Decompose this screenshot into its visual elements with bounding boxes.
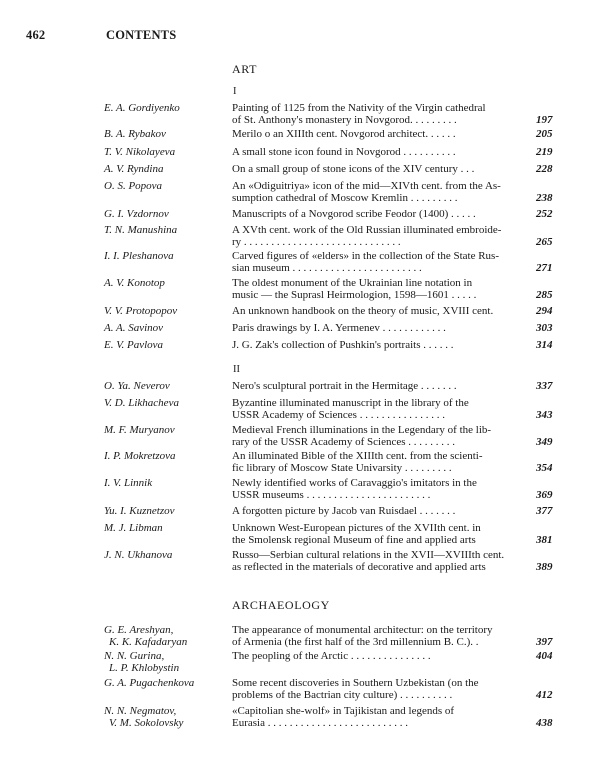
toc-entry-page-number: 303 (536, 322, 553, 334)
toc-entry-author (104, 224, 228, 236)
toc-entry-author (104, 450, 228, 462)
toc-entry-title (232, 549, 532, 573)
toc-entry-title (232, 424, 532, 448)
toc-entry-author (104, 522, 228, 534)
toc-entry-title (232, 450, 532, 474)
toc-entry-page-number: 314 (536, 339, 553, 351)
title-line: The appearance of monumental architectur: on the territory (232, 624, 493, 636)
toc-entry-title (232, 102, 532, 126)
toc-entry-author (104, 163, 228, 175)
author-line: V. V. Protopopov (104, 305, 178, 317)
author-line: I. V. Linnik (104, 477, 153, 489)
title-line: fic library of Moscow State Univarsity . . . . . . . . . (232, 462, 452, 474)
title-line: J. G. Zak's collection of Pushkin's portraits . . . . . . (232, 339, 454, 351)
toc-entry-page-number: 265 (536, 236, 553, 248)
toc-entry-author (104, 305, 228, 317)
author-line: A. A. Savinov (104, 322, 164, 334)
toc-entry-author (104, 549, 228, 561)
author-line: K. K. Kafadaryan (109, 636, 188, 648)
section-heading-archaeology: ARCHAEOLOGY (232, 598, 330, 612)
title-line: the Smolensk regional Museum of fine and applied arts (232, 534, 476, 546)
author-line: G. E. Areshyan, (104, 624, 174, 636)
title-line: A small stone icon found in Novgorod . . . . . . . . . . (232, 146, 456, 158)
toc-entry-author (104, 208, 228, 220)
title-line: On a small group of stone icons of the XIV century . . . (232, 163, 475, 175)
toc-entry-title (232, 305, 532, 317)
author-line: J. N. Ukhanova (104, 549, 173, 561)
title-line: An illuminated Bible of the XIIIth cent. from the scienti- (232, 450, 483, 462)
author-line: T. V. Nikolayeva (104, 146, 176, 158)
title-line: ry . . . . . . . . . . . . . . . . . . . . . . . . . . . . . (232, 236, 401, 248)
toc-entry-page-number: 389 (536, 561, 553, 573)
title-line: sian museum . . . . . . . . . . . . . . . . . . . . . . . . (232, 262, 422, 274)
author-line: G. I. Vzdornov (104, 208, 169, 220)
title-line: «Capitolian she-wolf» in Tajikistan and legends of (232, 705, 455, 717)
toc-entry-page-number: 219 (536, 146, 553, 158)
title-line: Medieval French illuminations in the Legendary of the lib- (232, 424, 492, 436)
title-line: music — the Suprasl Heirmologion, 1598—1601 . . . . . (232, 289, 477, 301)
author-line: O. Ya. Neverov (104, 380, 170, 392)
toc-entry-page-number: 205 (536, 128, 553, 140)
author-line: A. V. Konotop (104, 277, 165, 289)
toc-entry-author (104, 677, 228, 689)
toc-entry-title (232, 477, 532, 501)
author-line: N. N. Negmatov, (104, 705, 177, 717)
toc-entry-title (232, 163, 532, 175)
title-line: USSR Academy of Sciences . . . . . . . . . . . . . . . . (232, 409, 445, 421)
toc-entry-author (104, 624, 228, 648)
header-title: CONTENTS (106, 28, 177, 42)
author-line: T. N. Manushina (104, 224, 178, 236)
author-line: B. A. Rybakov (104, 128, 166, 140)
title-line: An unknown handbook on the theory of music, XVIII cent. (232, 305, 494, 317)
toc-entry-author (104, 650, 228, 674)
toc-entry-title (232, 250, 532, 274)
toc-entry-author (104, 397, 228, 409)
title-line: problems of the Bactrian city culture) . . . . . . . . . . (232, 689, 453, 701)
toc-entry-page-number: 377 (536, 505, 553, 517)
toc-entry-page-number: 404 (536, 650, 553, 662)
toc-entry-page-number: 285 (536, 289, 553, 301)
title-line: sumption cathedral of Moscow Kremlin . . . . . . . . . (232, 192, 458, 204)
author-line: Yu. I. Kuznetzov (104, 505, 175, 517)
toc-entry-page-number: 343 (536, 409, 553, 421)
toc-entry-title (232, 650, 532, 662)
running-header (26, 28, 176, 43)
author-line: E. V. Pavlova (104, 339, 164, 351)
toc-entry-author (104, 322, 228, 334)
toc-entry-title (232, 224, 532, 248)
toc-entry-title (232, 397, 532, 421)
toc-entry-title (232, 705, 532, 729)
title-line: Some recent discoveries in Southern Uzbekistan (on the (232, 677, 479, 689)
title-line: of Armenia (the first half of the 3rd millennium B. C.). . (232, 636, 479, 648)
author-line: V. D. Likhacheva (104, 397, 179, 409)
toc-entry-page-number: 397 (536, 636, 553, 648)
title-line: The oldest monument of the Ukrainian line notation in (232, 277, 473, 289)
author-line: A. V. Ryndina (104, 163, 164, 175)
title-line: USSR museums . . . . . . . . . . . . . . . . . . . . . . . (232, 489, 431, 501)
toc-entry-author (104, 424, 228, 436)
toc-entry-page-number: 438 (536, 717, 553, 729)
title-line: Byzantine illuminated manuscript in the library of the (232, 397, 469, 409)
toc-entry-author (104, 505, 228, 517)
title-line: Russo—Serbian cultural relations in the XVII—XVIIIth cent. (232, 549, 505, 561)
title-line: Unknown West-European pictures of the XVIIth cent. in (232, 522, 481, 534)
toc-entry-title (232, 522, 532, 546)
author-line: M. J. Libman (104, 522, 163, 534)
toc-entry-page-number: 228 (536, 163, 553, 175)
toc-entry-title (232, 505, 532, 517)
toc-entry-author (104, 250, 228, 262)
author-line: O. S. Popova (104, 180, 163, 192)
toc-entry-author (104, 128, 228, 140)
toc-entry-author (104, 705, 228, 729)
toc-entry-author (104, 380, 228, 392)
title-line: Carved figures of «elders» in the collection of the State Rus- (232, 250, 499, 262)
title-line: of St. Anthony's monastery in Novgorod. . . . . . . . . (232, 114, 457, 126)
toc-entry-page-number: 354 (536, 462, 553, 474)
toc-entry-author (104, 339, 228, 351)
title-line: A XVth cent. work of the Old Russian illuminated embroide- (232, 224, 502, 236)
toc-entry-page-number: 349 (536, 436, 553, 448)
toc-entry-page-number: 252 (536, 208, 553, 220)
part-label-1: I (233, 86, 237, 97)
title-line: Merilo o an XIIIth cent. Novgorod architect. . . . . . (232, 128, 456, 140)
toc-entry-author (104, 277, 228, 289)
title-line: rary of the USSR Academy of Sciences . . . . . . . . . (232, 436, 456, 448)
toc-entry-author (104, 102, 228, 114)
title-line: The peopling of the Arctic . . . . . . . . . . . . . . . (232, 650, 431, 662)
title-line: Eurasia . . . . . . . . . . . . . . . . . . . . . . . . . . (232, 717, 408, 729)
toc-entry-page-number: 369 (536, 489, 553, 501)
toc-entry-page-number: 294 (536, 305, 553, 317)
toc-entry-title (232, 128, 532, 140)
toc-entry-title (232, 677, 532, 701)
toc-entry-author (104, 477, 228, 489)
author-line: I. I. Pleshanova (104, 250, 174, 262)
toc-entry-page-number: 197 (536, 114, 553, 126)
toc-entry-title (232, 146, 532, 158)
section-heading-art: ART (232, 62, 258, 76)
title-line: An «Odiguitriya» icon of the mid—XIVth cent. from the As- (232, 180, 501, 192)
toc-entry-author (104, 146, 228, 158)
title-line: A forgotten picture by Jacob van Ruisdael . . . . . . . (232, 505, 456, 517)
title-line: Newly identified works of Caravaggio's imitators in the (232, 477, 477, 489)
toc-entry-title (232, 624, 532, 648)
author-line: E. A. Gordiyenko (104, 102, 180, 114)
toc-entry-title (232, 277, 532, 301)
toc-entry-author (104, 180, 228, 192)
title-line: Nero's sculptural portrait in the Hermitage . . . . . . . (232, 380, 457, 392)
author-line: M. F. Muryanov (104, 424, 175, 436)
toc-entry-page-number: 337 (536, 380, 553, 392)
page-number: 462 (26, 28, 46, 42)
part-label-2: II (233, 364, 240, 375)
title-line: as reflected in the materials of decorative and applied arts (232, 561, 486, 573)
toc-entry-title (232, 380, 532, 392)
toc-entry-title (232, 208, 532, 220)
toc-entry-page-number: 238 (536, 192, 553, 204)
author-line: L. P. Khlobystin (109, 662, 180, 674)
toc-entry-page-number: 271 (536, 262, 553, 274)
toc-entry-title (232, 339, 532, 351)
toc-entry-title (232, 322, 532, 334)
toc-entry-title (232, 180, 532, 204)
toc-entry-page-number: 412 (536, 689, 553, 701)
author-line: I. P. Mokretzova (104, 450, 176, 462)
author-line: V. M. Sokolovsky (109, 717, 184, 729)
toc-entry-page-number: 381 (536, 534, 553, 546)
author-line: N. N. Gurina, (104, 650, 165, 662)
title-line: Manuscripts of a Novgorod scribe Feodor (1400) . . . . . (232, 208, 476, 220)
title-line: Paris drawings by I. A. Yermenev . . . . . . . . . . . . (232, 322, 446, 334)
title-line: Painting of 1125 from the Nativity of the Virgin cathedral (232, 102, 486, 114)
author-line: G. A. Pugachenkova (104, 677, 195, 689)
